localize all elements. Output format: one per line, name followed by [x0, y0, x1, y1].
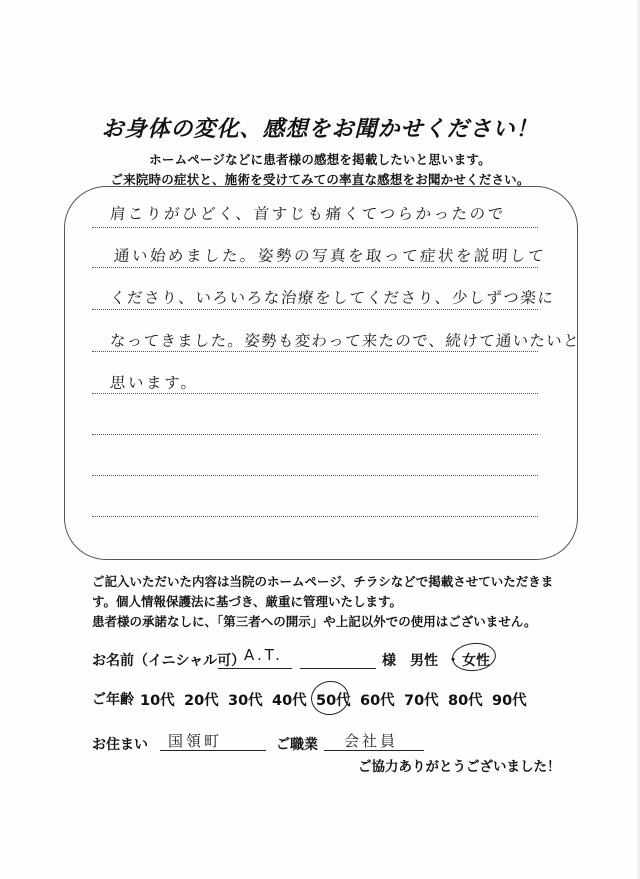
name-underline-2 [300, 668, 376, 669]
testimonial-line-4: なってきました。姿勢も変わって来たので、続けて通いたいと [109, 332, 581, 350]
notice-line-3: 患者様の承諾なしに、「第三者への開示」や上記以外での使用はございません。 [92, 614, 537, 629]
age-option: 70代 [404, 693, 439, 709]
testimonial-line-1: 肩こりがひどく、首すじも痛くてつらかったので [109, 205, 507, 223]
job-value: 会社員 [344, 732, 399, 750]
testimonial-line-5: 思います。 [109, 374, 200, 392]
ruled-line [92, 309, 538, 310]
age-option: 90代 [492, 693, 527, 709]
age-option: 20代 [184, 693, 219, 709]
age-selection-circle [309, 679, 351, 718]
subtitle-2: ご来院時の症状と、施術を受けてみての率直な感想をお聞かせください。 [110, 172, 530, 187]
name-value: A.T. [244, 646, 283, 664]
age-option: 60代 [360, 693, 395, 709]
thanks-text: ご協力ありがとうございました！ [358, 759, 561, 775]
age-option: 40代 [272, 693, 307, 709]
notice-line-1: ご記入いただいた内容は当院のホームページ、チラシなどで掲載させていただきま [92, 574, 554, 589]
age-option: 10代 [140, 693, 175, 709]
ruled-line [92, 267, 538, 268]
page-title: お身体の変化、感想をお聞かせください！ [101, 117, 539, 142]
notice-line-2: す。個人情報保護法に基づき、厳重に管理いたします。 [92, 594, 403, 609]
job-label: ご職業 [276, 737, 318, 753]
address-underline [160, 750, 266, 751]
ruled-line [92, 475, 538, 476]
gender-male: 男性 [410, 653, 438, 669]
subtitle-1: ホームページなどに患者様の感想を掲載したいと思います。 [149, 152, 491, 167]
ruled-line [92, 516, 538, 517]
ruled-line [92, 351, 538, 352]
honorific: 様 [382, 653, 396, 669]
name-label: お名前（イニシャル可） [92, 653, 246, 669]
ruled-line [92, 227, 538, 228]
job-underline [324, 750, 424, 751]
ruled-line [92, 434, 538, 435]
age-option: 30代 [228, 693, 263, 709]
age-option: 80代 [448, 693, 483, 709]
testimonial-line-2: 通い始めました。姿勢の写真を取って症状を説明して [113, 247, 547, 265]
testimonial-line-3: くださり、いろいろな治療をしてくださり、少しずつ楽に [109, 289, 556, 307]
age-option-selected: 50代 [316, 693, 351, 709]
gender-separator: ・ [446, 653, 460, 669]
address-label: お住まい [92, 737, 148, 753]
gender-female: 女性 [462, 653, 490, 669]
age-label: ご年齢 [92, 692, 134, 708]
address-value: 国領町 [168, 732, 223, 750]
ruled-line [92, 393, 538, 394]
name-underline-1 [218, 668, 292, 669]
